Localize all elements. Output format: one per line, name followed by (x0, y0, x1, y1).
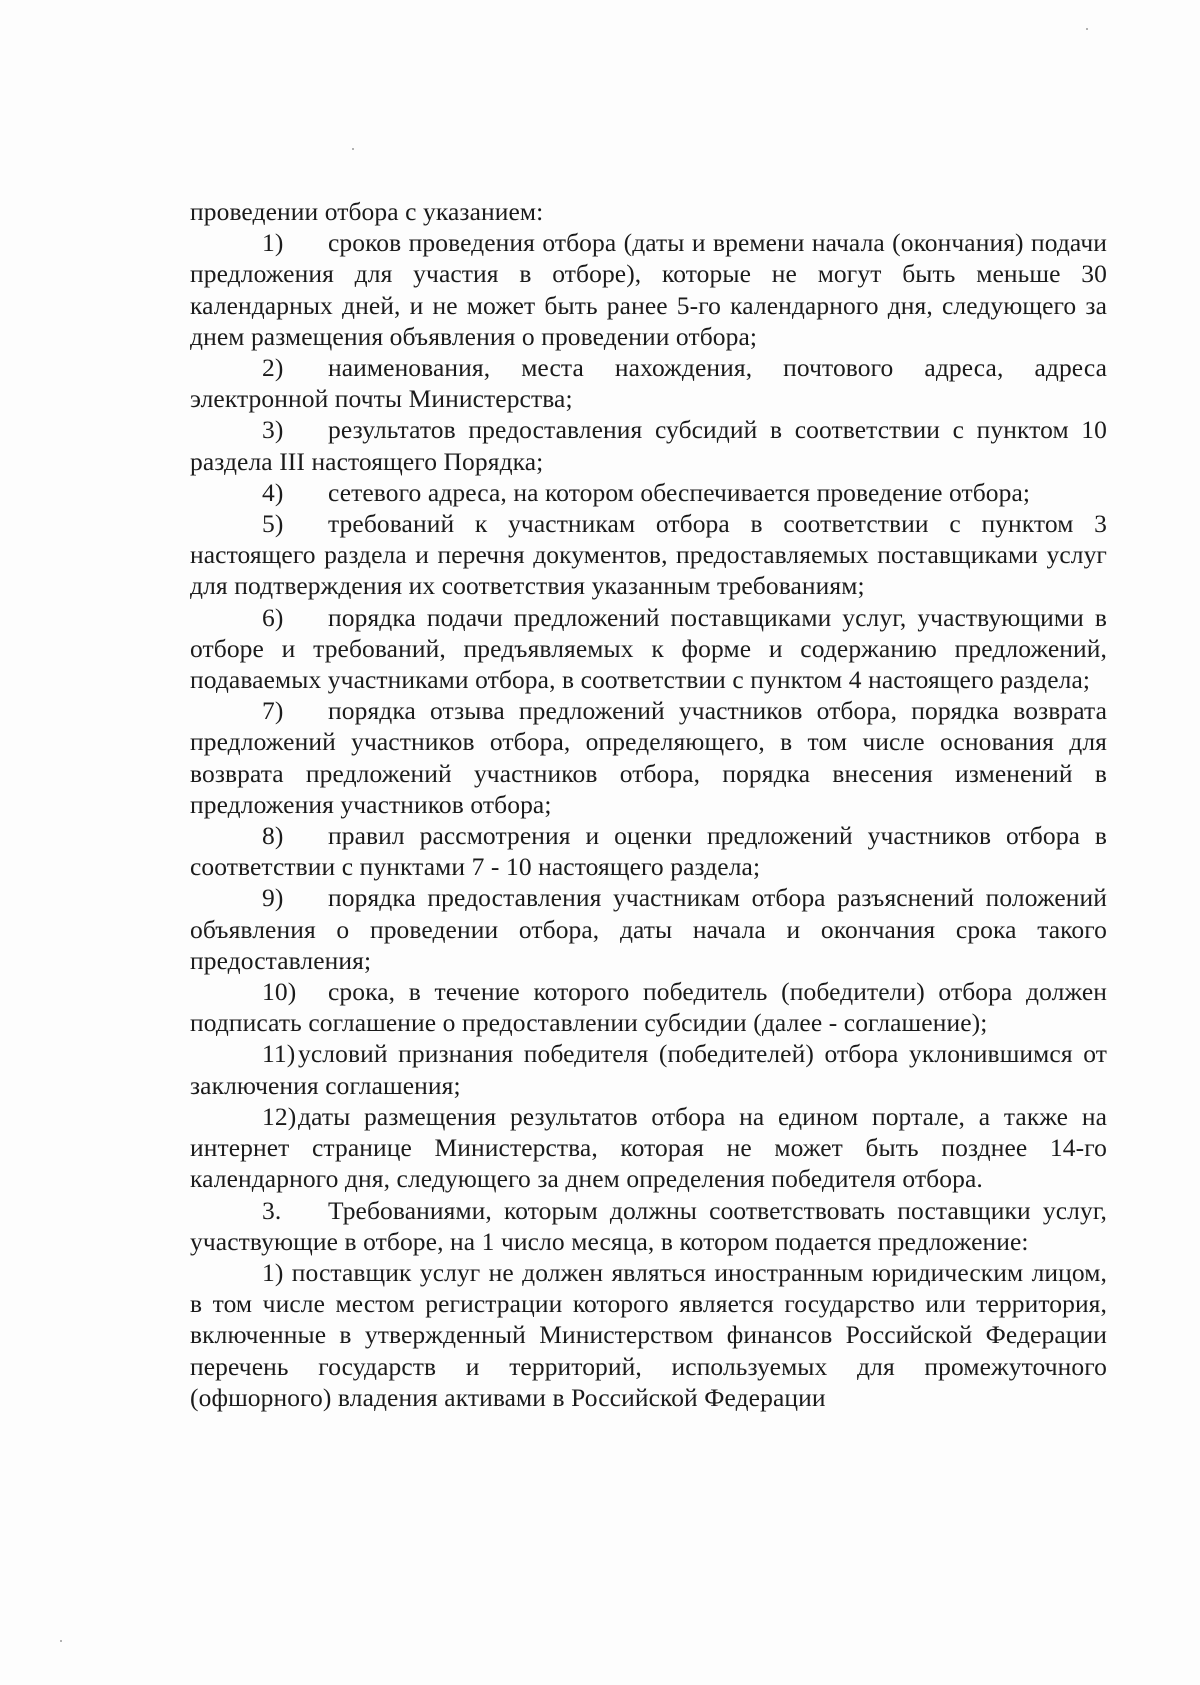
item-number: 7) (262, 696, 284, 726)
item-number: 4) (262, 477, 284, 507)
section-3-paragraph (190, 1195, 1107, 1257)
section-3-item-1: 1) поставщик услуг не должен являться иностранным юридическим лицом, в том числе местом регистрации которого является государство или территория, включенные в утвержденный Министерством финансов Российской Федерации перечень государств и территорий, используемых для промежуточного (офшорного) владения активами в Российской Федерации (190, 1257, 1107, 1412)
item-number: 3) (262, 415, 284, 445)
list-item (190, 1038, 1107, 1100)
list-item (190, 1101, 1107, 1195)
item-text: порядка отзыва предложений участников отбора, порядка возврата предложений участников отбора, определяющего, в том числе основания для возврата предложений участников отбора, порядка внесения изменений в предложения участников отбора; (190, 696, 1107, 819)
item-number: 1) (262, 228, 284, 258)
document-body (190, 196, 1107, 1413)
intro-line: проведении отбора с указанием: (190, 197, 544, 226)
item-number: 8) (262, 821, 284, 851)
scan-speck (60, 1640, 62, 1642)
item-number: 11) (262, 1039, 296, 1069)
list-item (190, 976, 1107, 1038)
item-text: срока, в течение которого победитель (победители) отбора должен подписать соглашение о предоставлении субсидии (далее - соглашение); (190, 977, 1107, 1038)
item-number: 9) (262, 883, 284, 913)
list-item (190, 695, 1107, 820)
item-text: правил рассмотрения и оценки предложений участников отбора в соответствии с пунктами 7 - 10 настоящего раздела; (190, 821, 1107, 882)
item-text: условий признания победителя (победителей) отбора уклонившимся от заключения соглашения; (190, 1039, 1107, 1100)
item-text: сетевого адреса, на котором обеспечивается проведение отбора; (328, 477, 1031, 507)
item-text: требований к участникам отбора в соответствии с пунктом 3 настоящего раздела и перечня документов, предоставляемых поставщиками услуг для подтверждения их соответствия указанным требованиям; (190, 509, 1107, 601)
item-text: результатов предоставления субсидий в соответствии с пунктом 10 раздела III настоящего Порядка; (190, 415, 1107, 476)
list-item (190, 602, 1107, 696)
list-item (190, 414, 1107, 476)
scan-speck (1086, 28, 1088, 30)
item-text: даты размещения результатов отбора на едином портале, а также на интернет странице Министерства, которая не может быть позднее 14-го календарного дня, следующего за днем определения победителя отбора. (190, 1101, 1107, 1194)
section-text: Требованиями, которым должны соответствовать поставщики услуг, участвующие в отборе, на 1 число месяца, в котором подается предложение: (190, 1195, 1107, 1256)
item-text: наименования, места нахождения, почтового адреса, адреса электронной почты Министерства; (190, 353, 1107, 414)
list-item (190, 508, 1107, 602)
list-item (190, 820, 1107, 882)
item-number: 6) (262, 602, 284, 632)
item-number: 10) (262, 977, 297, 1007)
list-item (190, 882, 1107, 976)
item-text: сроков проведения отбора (даты и времени начала (окончания) подачи предложения для участия в отборе), которые не могут быть меньше 30 календарных дней, и не может быть ранее 5-го календарного дня, следующего за днем размещения объявления о проведении отбора; (190, 228, 1107, 351)
item-number: 2) (262, 353, 284, 383)
item-number: 12) (262, 1101, 297, 1131)
scan-speck (352, 148, 354, 150)
list-item (190, 477, 1107, 508)
list-item (190, 227, 1107, 352)
item-text: порядка подачи предложений поставщиками услуг, участвующими в отборе и требований, предъявляемых к форме и содержанию предложений, подаваемых участниками отбора, в соответствии с пунктом 4 настоящего раздела; (190, 602, 1107, 695)
item-number: 5) (262, 509, 284, 539)
list-item (190, 352, 1107, 414)
item-text: порядка предоставления участникам отбора разъяснений положений объявления о проведении отбора, даты начала и окончания срока такого предоставления; (190, 883, 1107, 975)
section-number: 3. (262, 1195, 282, 1225)
